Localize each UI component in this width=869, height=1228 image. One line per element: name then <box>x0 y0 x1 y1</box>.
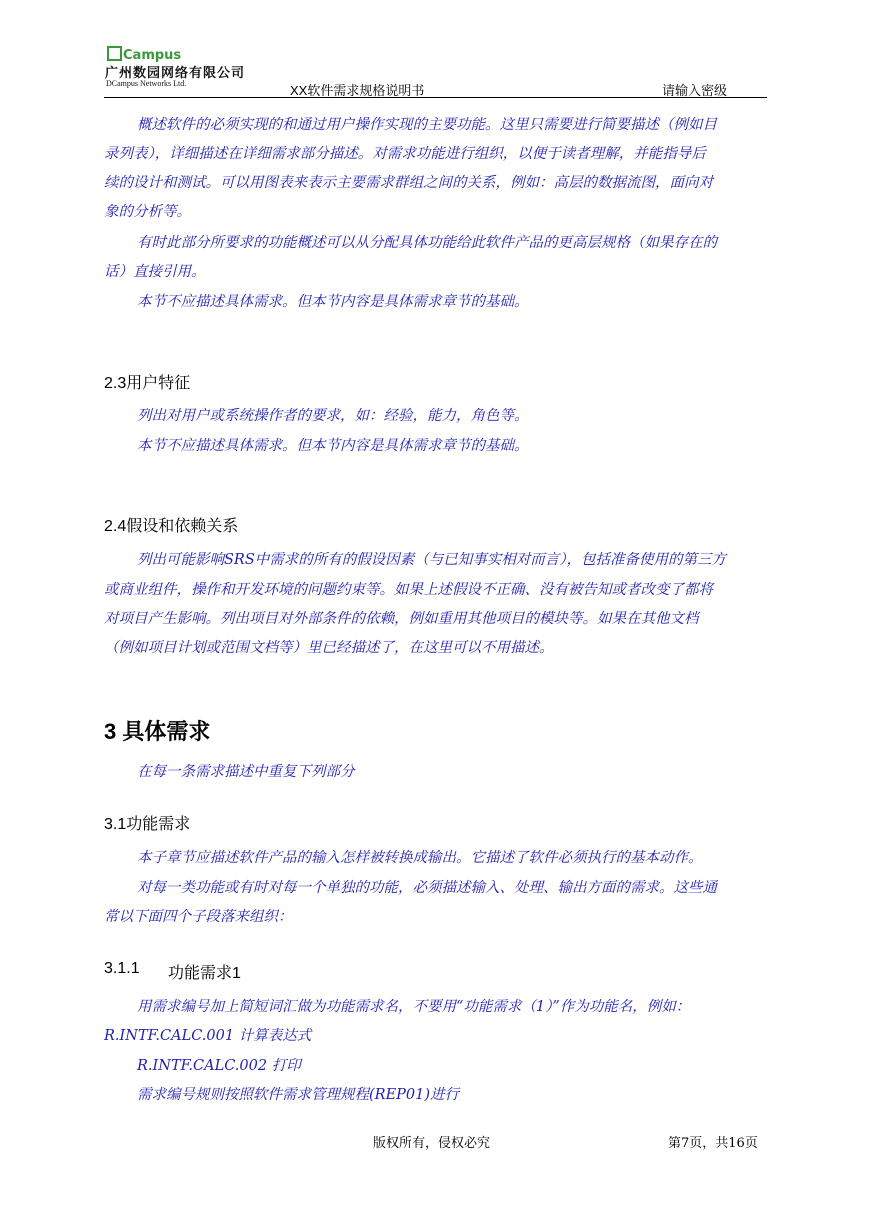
paragraph-line: 用需求编号加上简短词汇做为功能需求名，不要用“功能需求（1）”作为功能名，例如： <box>137 999 691 1015</box>
paragraph-line: 本节不应描述具体需求。但本节内容是具体需求章节的基础。 <box>137 438 529 454</box>
paragraph-line: 概述软件的必须实现的和通过用户操作实现的主要功能。这里只需要进行简要描述（例如目 <box>137 117 717 133</box>
company-name-en: DCampus Networks Ltd. <box>106 79 187 88</box>
paragraph-line: （例如项目计划或范围文档等）里已经描述了，在这里可以不用描述。 <box>104 640 554 656</box>
company-name-cn: 广州数园网络有限公司 <box>105 66 246 81</box>
paragraph-line: 有时此部分所要求的功能概述可以从分配具体功能给此软件产品的更高层规格（如果存在的 <box>137 235 717 251</box>
section-heading-3-1-1-title: 功能需求1 <box>168 965 241 982</box>
paragraph-line: 录列表），详细描述在详细需求部分描述。对需求功能进行组织，以便于读者理解，并能指导后 <box>104 146 706 162</box>
svg-text:Campus: Campus <box>123 48 182 63</box>
section-heading-2-3: 2.3用户特征 <box>104 375 191 392</box>
paragraph-line: 话）直接引用。 <box>104 264 206 280</box>
paragraph-line: R.INTF.CALC.002 打印 <box>137 1058 301 1074</box>
paragraph-line: R.INTF.CALC.001 计算表达式 <box>104 1028 312 1044</box>
document-title: XX软件需求规格说明书 <box>290 83 425 98</box>
paragraph-line: 本子章节应描述软件产品的输入怎样被转换成输出。它描述了软件必须执行的基本动作。 <box>137 850 703 866</box>
paragraph-line: 本节不应描述具体需求。但本节内容是具体需求章节的基础。 <box>137 294 529 310</box>
paragraph-line: 对每一类功能或有时对每一个单独的功能，必须描述输入、处理、输出方面的需求。这些通 <box>137 880 717 896</box>
section-heading-2-4: 2.4假设和依赖关系 <box>104 518 239 535</box>
paragraph-line: 常以下面四个子段落来组织： <box>104 909 293 925</box>
paragraph-line: 或商业组件，操作和开发环境的问题约束等。如果上述假设不正确、没有被告知或者改变了都将 <box>104 582 713 598</box>
footer-page-number: 第7页，共16页 <box>668 1136 758 1151</box>
header-divider <box>104 97 767 98</box>
paragraph-line: 列出对用户或系统操作者的要求，如：经验，能力，角色等。 <box>137 408 529 424</box>
security-level: 请输入密级 <box>662 83 728 98</box>
company-logo <box>108 46 182 63</box>
paragraph-line: 在每一条需求描述中重复下列部分 <box>137 764 355 780</box>
paragraph-line: 列出可能影响SRS中需求的所有的假设因素（与已知事实相对而言），包括准备使用的第三方 <box>137 552 727 568</box>
paragraph-line: 续的设计和测试。可以用图表来表示主要需求群组之间的关系，例如：高层的数据流图，面向对 <box>104 175 713 191</box>
paragraph-line: 象的分析等。 <box>104 204 191 220</box>
chapter-heading-3: 3 具体需求 <box>104 719 211 744</box>
section-heading-3-1: 3.1功能需求 <box>104 816 191 833</box>
paragraph-line: 需求编号规则按照软件需求管理规程(REP01)进行 <box>137 1087 460 1103</box>
section-heading-3-1-1-number: 3.1.1 <box>104 960 140 977</box>
paragraph-line: 对项目产生影响。列出项目对外部条件的依赖，例如重用其他项目的模块等。如果在其他文档 <box>104 611 699 627</box>
footer-copyright: 版权所有，侵权必究 <box>373 1136 491 1151</box>
